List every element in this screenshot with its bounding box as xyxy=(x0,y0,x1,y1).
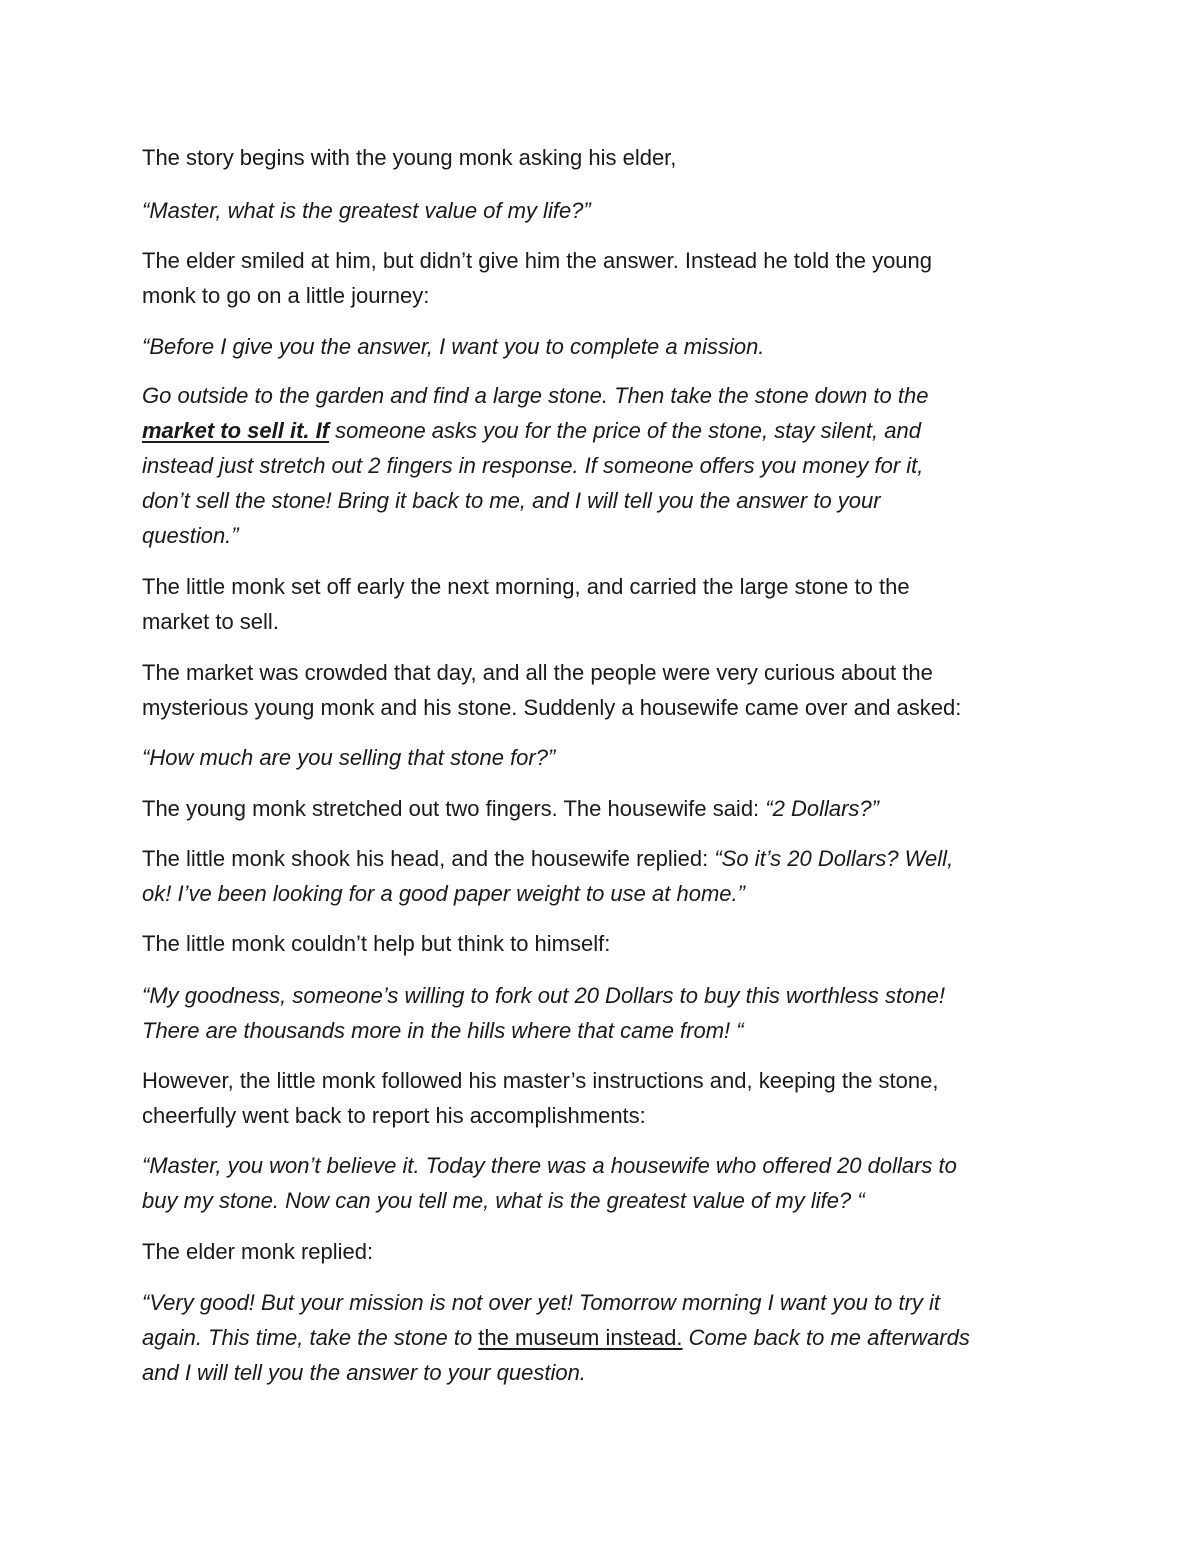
text-line: “How much are you selling that stone for?” xyxy=(142,745,556,770)
paragraph-two-fingers xyxy=(142,791,1072,826)
text-line: Come back to me afterwards xyxy=(682,1325,970,1350)
text-line: and I will tell you the answer to your question. xyxy=(142,1360,586,1385)
paragraph-however xyxy=(142,1063,1072,1133)
text-line: “Very good! But your mission is not over yet! Tomorrow morning I want you to try it xyxy=(142,1290,941,1315)
paragraph-quote-mission xyxy=(142,329,1072,364)
paragraph-quote-how-much xyxy=(142,740,1072,775)
text-line: “Master, what is the greatest value of my life?” xyxy=(142,198,591,223)
text-line: “Before I give you the answer, I want you to complete a mission. xyxy=(142,334,765,359)
text-line: The elder smiled at him, but didn’t give him the answer. Instead he told the young xyxy=(142,248,933,273)
quote-text: “So it’s 20 Dollars? Well, xyxy=(714,846,954,871)
text-line: someone asks you for the price of the stone, stay silent, and xyxy=(329,418,921,443)
quote-text: “2 Dollars?” xyxy=(765,796,879,821)
paragraph-think-himself xyxy=(142,926,1072,961)
text-line: Go outside to the garden and find a large stone. Then take the stone down to the xyxy=(142,383,929,408)
text-line: The little monk set off early the next morning, and carried the large stone to the xyxy=(142,574,910,599)
text-line: “My goodness, someone’s willing to fork out 20 Dollars to buy this worthless stone! xyxy=(142,983,945,1008)
text-line: mysterious young monk and his stone. Suddenly a housewife came over and asked: xyxy=(142,695,962,720)
text-line: The little monk couldn’t help but think to himself: xyxy=(142,931,611,956)
paragraph-elder-replied xyxy=(142,1234,1072,1269)
text-line: cheerfully went back to report his accomplishments: xyxy=(142,1103,646,1128)
paragraph-elder-smiled xyxy=(142,243,1072,313)
text-line: question.” xyxy=(142,523,239,548)
text-line: The little monk shook his head, and the housewife replied: xyxy=(142,846,715,871)
text-line: The elder monk replied: xyxy=(142,1239,374,1264)
emphasized-text: market to sell it. If xyxy=(142,418,330,443)
text-line: There are thousands more in the hills where that came from! “ xyxy=(142,1018,744,1043)
paragraph-shook-head xyxy=(142,841,1072,911)
text-line: The young monk stretched out two fingers. The housewife said: xyxy=(142,796,766,821)
text-line: However, the little monk followed his master’s instructions and, keeping the stone, xyxy=(142,1068,939,1093)
text-line: don’t sell the stone! Bring it back to me, and I will tell you the answer to your xyxy=(142,488,881,513)
paragraph-intro xyxy=(142,140,1072,175)
paragraph-set-off xyxy=(142,569,1072,639)
paragraph-quote-goodness xyxy=(142,978,1072,1048)
paragraph-quote-instructions xyxy=(142,378,1072,553)
text-line: buy my stone. Now can you tell me, what is the greatest value of my life? “ xyxy=(142,1188,865,1213)
quote-text: ok! I’ve been looking for a good paper weight to use at home.” xyxy=(142,881,745,906)
text-line: monk to go on a little journey: xyxy=(142,283,430,308)
underlined-text: the museum instead. xyxy=(478,1325,683,1350)
text-line: The market was crowded that day, and all the people were very curious about the xyxy=(142,660,933,685)
text-line: again. This time, take the stone to xyxy=(142,1325,479,1350)
text-line: The story begins with the young monk asking his elder, xyxy=(142,145,677,170)
text-line: “Master, you won’t believe it. Today there was a housewife who offered 20 dollars to xyxy=(142,1153,957,1178)
paragraph-market-crowded xyxy=(142,655,1072,725)
text-line: market to sell. xyxy=(142,609,279,634)
paragraph-quote-museum xyxy=(142,1285,1072,1390)
text-line: instead just stretch out 2 fingers in response. If someone offers you money for it, xyxy=(142,453,924,478)
paragraph-quote-question xyxy=(142,193,1072,228)
paragraph-quote-report xyxy=(142,1148,1072,1218)
